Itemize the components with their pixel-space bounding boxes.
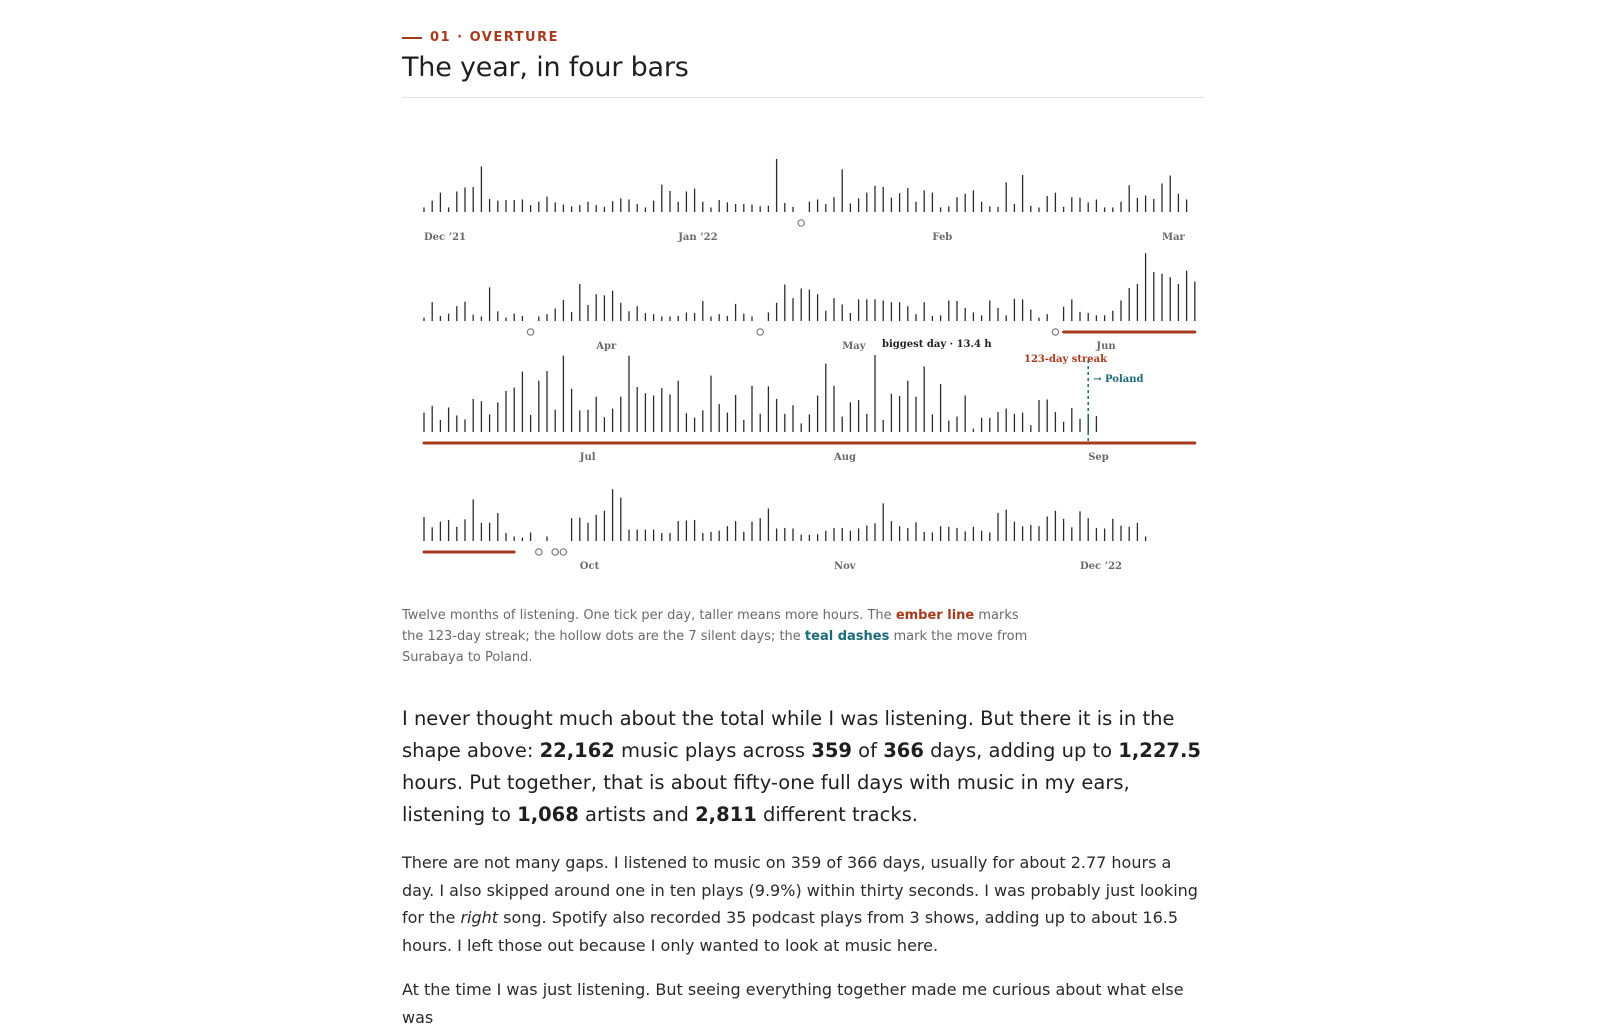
lead-text: artists and (578, 803, 696, 826)
body-paragraph-gaps (402, 849, 1205, 959)
body-text: song. Spotify also recorded 35 podcast plays from 3 shows, adding up to about 16.5 hours. I left those out because I only wanted to look at music here. (402, 908, 1179, 955)
kicker-label: 01 · OVERTURE (430, 30, 559, 45)
stat-days-total: 366 (883, 739, 924, 762)
lead-text: of (851, 739, 884, 762)
title-divider (402, 97, 1205, 98)
caption-ember-line-label: ember line (895, 608, 975, 623)
section-kicker (402, 30, 559, 45)
move-annotation: → Poland (1093, 374, 1144, 385)
biggest-day-annotation: biggest day · 13.4 h (882, 339, 992, 350)
section-title: The year, in four bars (402, 52, 689, 83)
stat-artists: 1,068 (517, 803, 579, 826)
silent-day-dot (527, 329, 533, 335)
lead-text: days, adding up to (923, 739, 1119, 762)
caption-text: mark the move from Surabaya to Poland. (402, 629, 1028, 665)
month-label: May (842, 341, 866, 352)
body-emphasis: right (460, 908, 499, 927)
stat-hours: 1,227.5 (1118, 739, 1201, 762)
month-label: Jul (579, 452, 596, 463)
caption-text: marks the 123-day streak; the hollow dots are the 7 silent days; the (402, 608, 1019, 644)
silent-day-dot (1052, 329, 1058, 335)
caption-teal-dashes-label: teal dashes (804, 629, 890, 644)
month-label: Jun (1096, 341, 1116, 352)
chart-caption (402, 605, 1032, 668)
kicker-dash (402, 37, 422, 39)
stat-tracks: 2,811 (695, 803, 757, 826)
silent-day-dot (757, 329, 763, 335)
silent-day-dot (798, 220, 804, 226)
lead-text: different tracks. (756, 803, 918, 826)
month-label: Dec ’21 (424, 232, 467, 243)
month-label: Feb (932, 232, 953, 243)
silent-day-dot (552, 549, 558, 555)
body-paragraph-next: At the time I was just listening. But seeing everything together made me curious about what else was (402, 980, 1184, 1027)
stat-days-listened: 359 (811, 739, 852, 762)
month-label: Sep (1088, 452, 1109, 463)
silent-day-dot (560, 549, 566, 555)
daily-listening-chart (402, 140, 1205, 575)
silent-day-dot (536, 549, 542, 555)
month-label: Aug (834, 452, 857, 463)
month-label: Oct (579, 561, 600, 572)
month-label: Nov (834, 561, 856, 572)
body-text: There are not many gaps. I listened to music on 359 of 366 days, usually for about 2.77 hours a day. I also skipped around one in ten plays (9.9%) within thirty seconds. I was probably just looking for the (402, 853, 1198, 927)
streak-annotation: 123-day streak (1024, 354, 1108, 365)
month-label: Dec ’22 (1080, 561, 1123, 572)
month-label: Jan ’22 (678, 232, 718, 243)
lead-paragraph (402, 703, 1205, 831)
lead-text: music plays across (614, 739, 812, 762)
month-label: Mar (1162, 232, 1185, 243)
stat-plays: 22,162 (539, 739, 615, 762)
lead-text: I never thought much about the total while I was listening. But there it is in the shape above: (402, 707, 1175, 762)
lead-text: hours. Put together, that is about fifty-one full days with music in my ears, listening to (402, 771, 1130, 826)
month-label: Apr (596, 341, 617, 352)
caption-text: Twelve months of listening. One tick per day, taller means more hours. The (402, 608, 896, 623)
